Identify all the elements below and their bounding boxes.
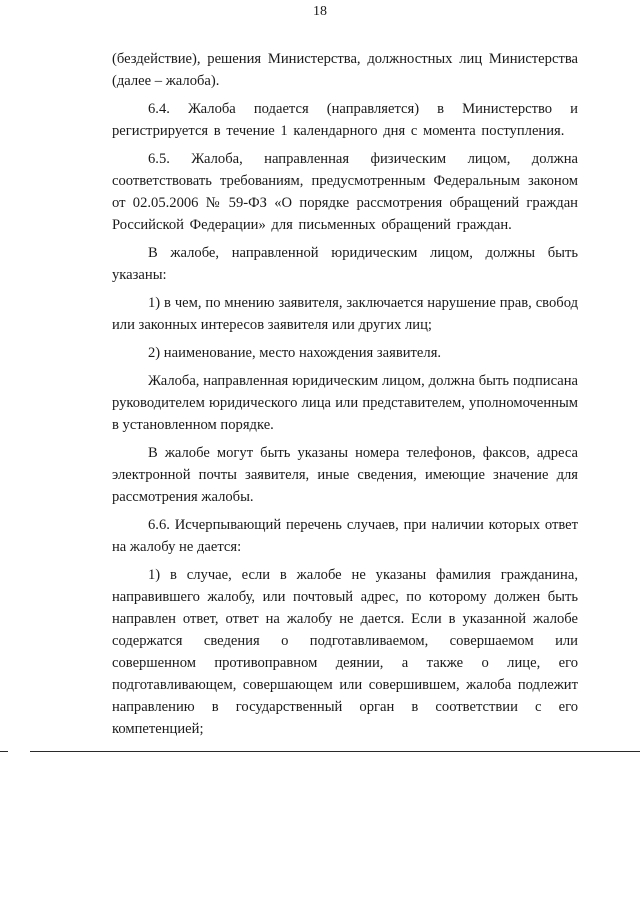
list-item-1: 1) в чем, по мнению заявителя, заключается нарушение прав, свобод или законных интересов заявителя или других лиц; — [112, 295, 578, 333]
list-item-6-6-1: 1) в случае, если в жалобе не указаны фамилия гражданина, направившего жалобу, или почтовый адрес, по которому должен быть направлен ответ, ответ на жалобу не дается. Если в указанной жалобе содержатся сведения о подготавливаемом, совершаемом или совершенном противоправном деянии, а также о лице, его подготавливающем, совершающем или совершившем, жалоба подлежит направлению в государственный орган в соответствии с его компетенцией; — [112, 567, 578, 737]
paragraph-signature: Жалоба, направленная юридическим лицом, должна быть подписана руководителем юридического лица или представителем, уполномоченным в установленном порядке. — [112, 373, 578, 433]
paragraph-6-5: 6.5. Жалоба, направленная физическим лицом, должна соответствовать требованиям, предусмотренным Федеральным законом от 02.05.2006 № 59-ФЗ «О порядке рассмотрения обращений граждан Российской Федерации» для письменных обращений граждан. — [112, 151, 578, 233]
list-item-2: 2) наименование, место нахождения заявителя. — [148, 345, 442, 361]
page-number: 18 — [313, 4, 327, 19]
footer-rule-mark — [0, 751, 8, 752]
document-body — [112, 48, 578, 746]
footer-rule — [30, 751, 640, 752]
paragraph-legal-entity: В жалобе, направленной юридическим лицом, должны быть указаны: — [112, 245, 578, 283]
paragraph-contacts: В жалобе могут быть указаны номера телефонов, факсов, адреса электронной почты заявителя, иные сведения, имеющие значение для рассмотрения жалобы. — [112, 445, 578, 505]
paragraph-6-6: 6.6. Исчерпывающий перечень случаев, при наличии которых ответ на жалобу не дается: — [112, 517, 578, 555]
paragraph-6-4: 6.4. Жалоба подается (направляется) в Министерство и регистрируется в течение 1 календарного дня с момента поступления. — [112, 101, 578, 139]
paragraph-continuation: (бездействие), решения Министерства, должностных лиц Министерства (далее – жалоба). — [112, 51, 578, 89]
